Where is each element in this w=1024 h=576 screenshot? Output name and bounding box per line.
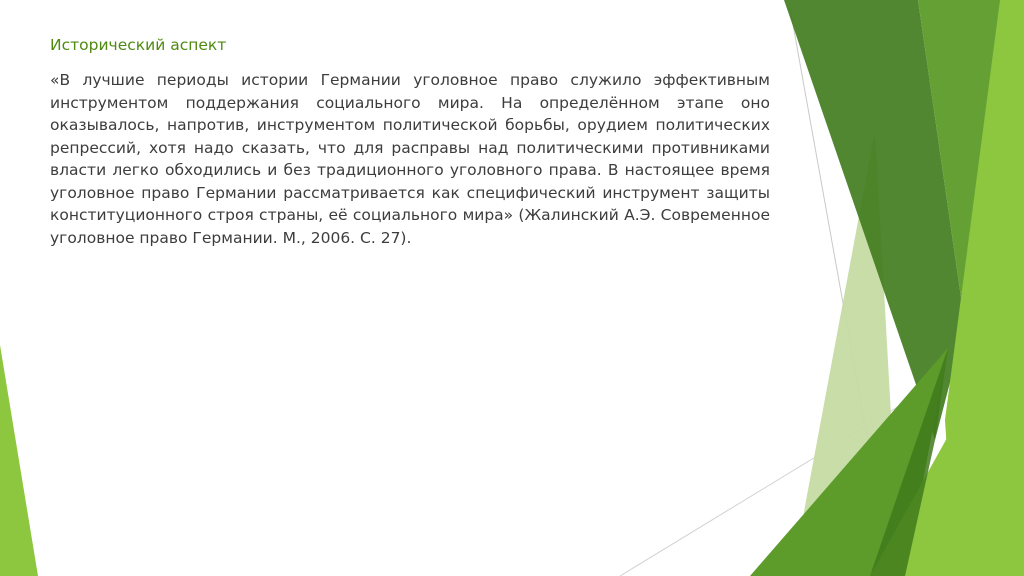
left-green-sliver — [0, 345, 38, 576]
quote-paragraph: «В лучшие периоды истории Германии уголовное право служило эффективным инструментом поддержания социального мира. На определённом этапе оно оказывалось, напротив, инструментом политической борьбы, орудием политических репрессий, хотя надо сказать, что для расправы над политическими противниками власти легко обходились и без традиционного уголовного права. В настоящее время уголовное право Германии рассматривается как специфический инструмент защиты конституционного строя страны, её социального мира» (Жалинский А.Э. Современное уголовное право Германии. М., 2006. С. 27). — [50, 71, 770, 247]
slide-title: Исторический аспект — [50, 36, 227, 54]
